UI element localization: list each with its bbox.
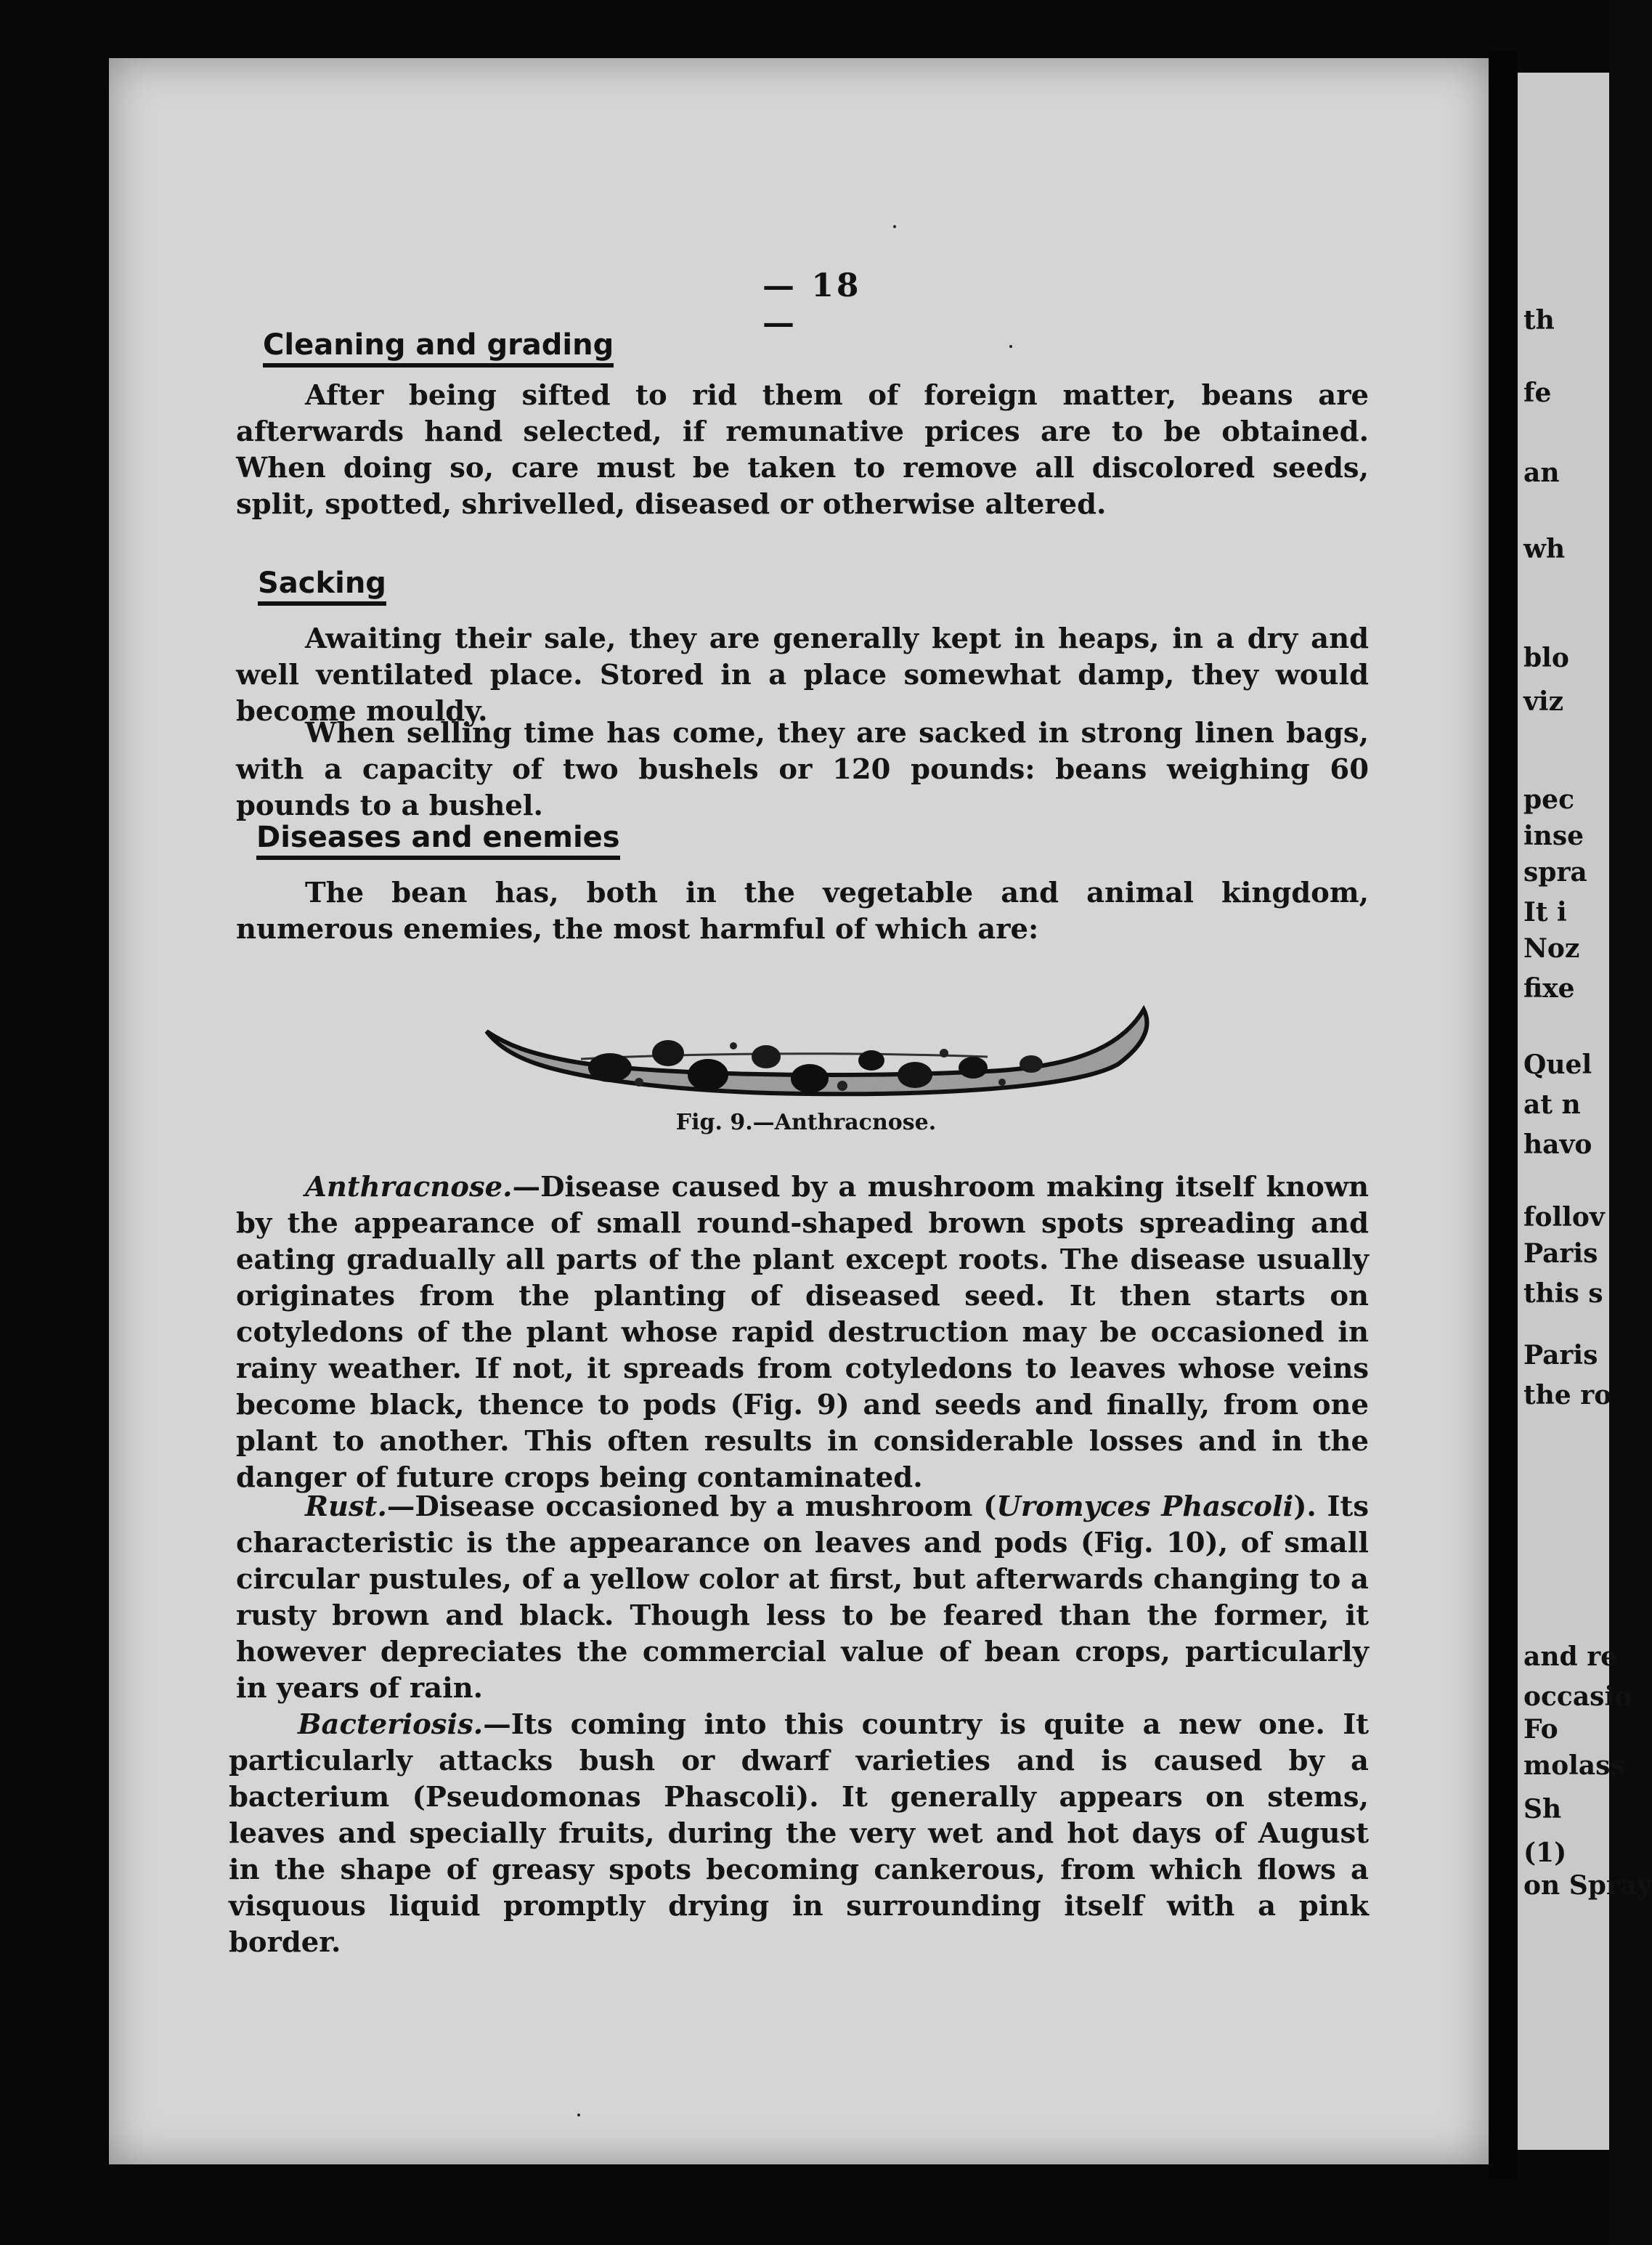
adjacent-page-text-fragment: fixe [1523,973,1575,1004]
adjacent-page-text-fragment: It i [1523,897,1567,927]
bacteriosis-text: —Its coming into this country is quite a new one. It particularly attacks bush or dwarf varieties and is caused by a bacterium (Pseudomonas Phascoli). It generally appears on stems, leaves and specially fruits, during the very wet and hot days of August in the shape of greasy spots becoming cankerous, from which flows a visquous liquid promptly drying in surrounding itself with a pink border. [229,1708,1369,1959]
paragraph-anthracnose [236,1169,1369,1496]
paragraph-rust [236,1489,1369,1707]
book-binding-shadow [1489,51,1518,2179]
adjacent-page-text-fragment: Quel [1523,1050,1592,1080]
rust-text-a: —Disease occasioned by a mushroom ( [386,1490,997,1523]
adjacent-page-text-fragment: inse [1523,821,1584,851]
figure-caption: Fig. 9.—Anthracnose. [675,1110,937,1135]
adjacent-page-edge [1518,73,1652,2150]
adjacent-page-text-fragment: spra [1523,857,1587,888]
paragraph-sacking-2: When selling time has come, they are sacked in strong linen bags, with a capacity of two bushels or 120 pounds: beans weighing 60 pounds to a bushel. [236,717,1369,822]
heading-sacking: Sacking [258,567,386,606]
term-bacteriosis: Bacteriosis. [298,1708,484,1741]
heading-diseases-and-enemies: Diseases and enemies [256,821,620,860]
term-anthracnose: Anthracnose. [305,1171,513,1203]
scan-speck [1009,345,1012,348]
book-page [109,58,1489,2164]
anthracnose-pod-illustration [479,1002,1162,1097]
adjacent-page-text-fragment: fe [1523,378,1552,408]
paragraph-cleaning: After being sifted to rid them of foreign matter, beans are afterwards hand selected, if remunative prices are to be obtained. When doing so, care must be taken to remove all discolored seeds, split, spotted, shrivelled, diseased or otherwise altered. [236,379,1369,521]
anthracnose-text: —Disease caused by a mushroom making itself known by the appearance of small round-shaped brown spots spreading and eating gradually all parts of the plant except roots. The disease usually originates from the planting of diseased seed. It then starts on cotyledons of the plant whose rapid destruction may be occasioned in rainy weather. If not, it spreads from cotyledons to leaves whose veins become black, thence to pods (Fig. 9) and seeds and finally, from one plant to another. This often results in considerable losses and in the danger of future crops being contaminated. [236,1171,1369,1494]
adjacent-page-text-fragment: wh [1523,534,1566,564]
paragraph-sacking-1: Awaiting their sale, they are generally kept in heaps, in a dry and well ventilated place. Stored in a place somewhat damp, they would become mouldy. [236,622,1369,728]
page-number: — 18 — [762,267,862,341]
scan-speck [893,225,896,228]
adjacent-page-text-fragment: follov [1523,1202,1605,1233]
adjacent-page-text-fragment: Paris [1523,1238,1598,1269]
adjacent-page-text-fragment: on Spray [1523,1870,1652,1901]
adjacent-page-text-fragment: havo [1523,1129,1592,1160]
adjacent-page-text-fragment: at n [1523,1089,1581,1120]
rust-text-b: ). Its characteristic is the appearance on leaves and pods (Fig. 10), of small circular pustules, of a yellow color at first, but afterwards changing to a rusty brown and black. Though less to be feared than the former, it however depreciates the commercial value of bean crops, particularly in years of rain. [236,1490,1369,1705]
adjacent-page-text-fragment: th [1523,305,1555,336]
adjacent-page-text-fragment: blo [1523,643,1569,673]
adjacent-page-text-fragment: (1) [1523,1838,1567,1868]
adjacent-page-text-fragment: viz [1523,686,1564,717]
adjacent-page-text-fragment: occasio [1523,1681,1632,1712]
adjacent-page-text-fragment: and re [1523,1641,1618,1672]
adjacent-page-text-fragment: the ro [1523,1380,1612,1410]
paragraph-diseases-intro: The bean has, both in the vegetable and animal kingdom, numerous enemies, the most harmful of which are: [236,877,1369,946]
rust-species: Uromyces Phascoli [996,1490,1294,1523]
adjacent-page-text-fragment: an [1523,458,1560,488]
adjacent-page-text-fragment: Noz [1523,933,1580,964]
paragraph-bacteriosis [229,1707,1369,1961]
adjacent-page-text-fragment: pec [1523,784,1574,815]
scan-speck [577,2114,580,2116]
adjacent-page-text-fragment: this s [1523,1278,1603,1309]
heading-cleaning-and-grading: Cleaning and grading [263,328,614,368]
term-rust: Rust. [305,1490,387,1523]
adjacent-page-text-fragment: Fo [1523,1714,1558,1745]
adjacent-page-text-fragment: Paris [1523,1340,1598,1371]
adjacent-page-text-fragment: molass [1523,1750,1625,1781]
adjacent-page-text-fragment: Sh [1523,1794,1562,1824]
